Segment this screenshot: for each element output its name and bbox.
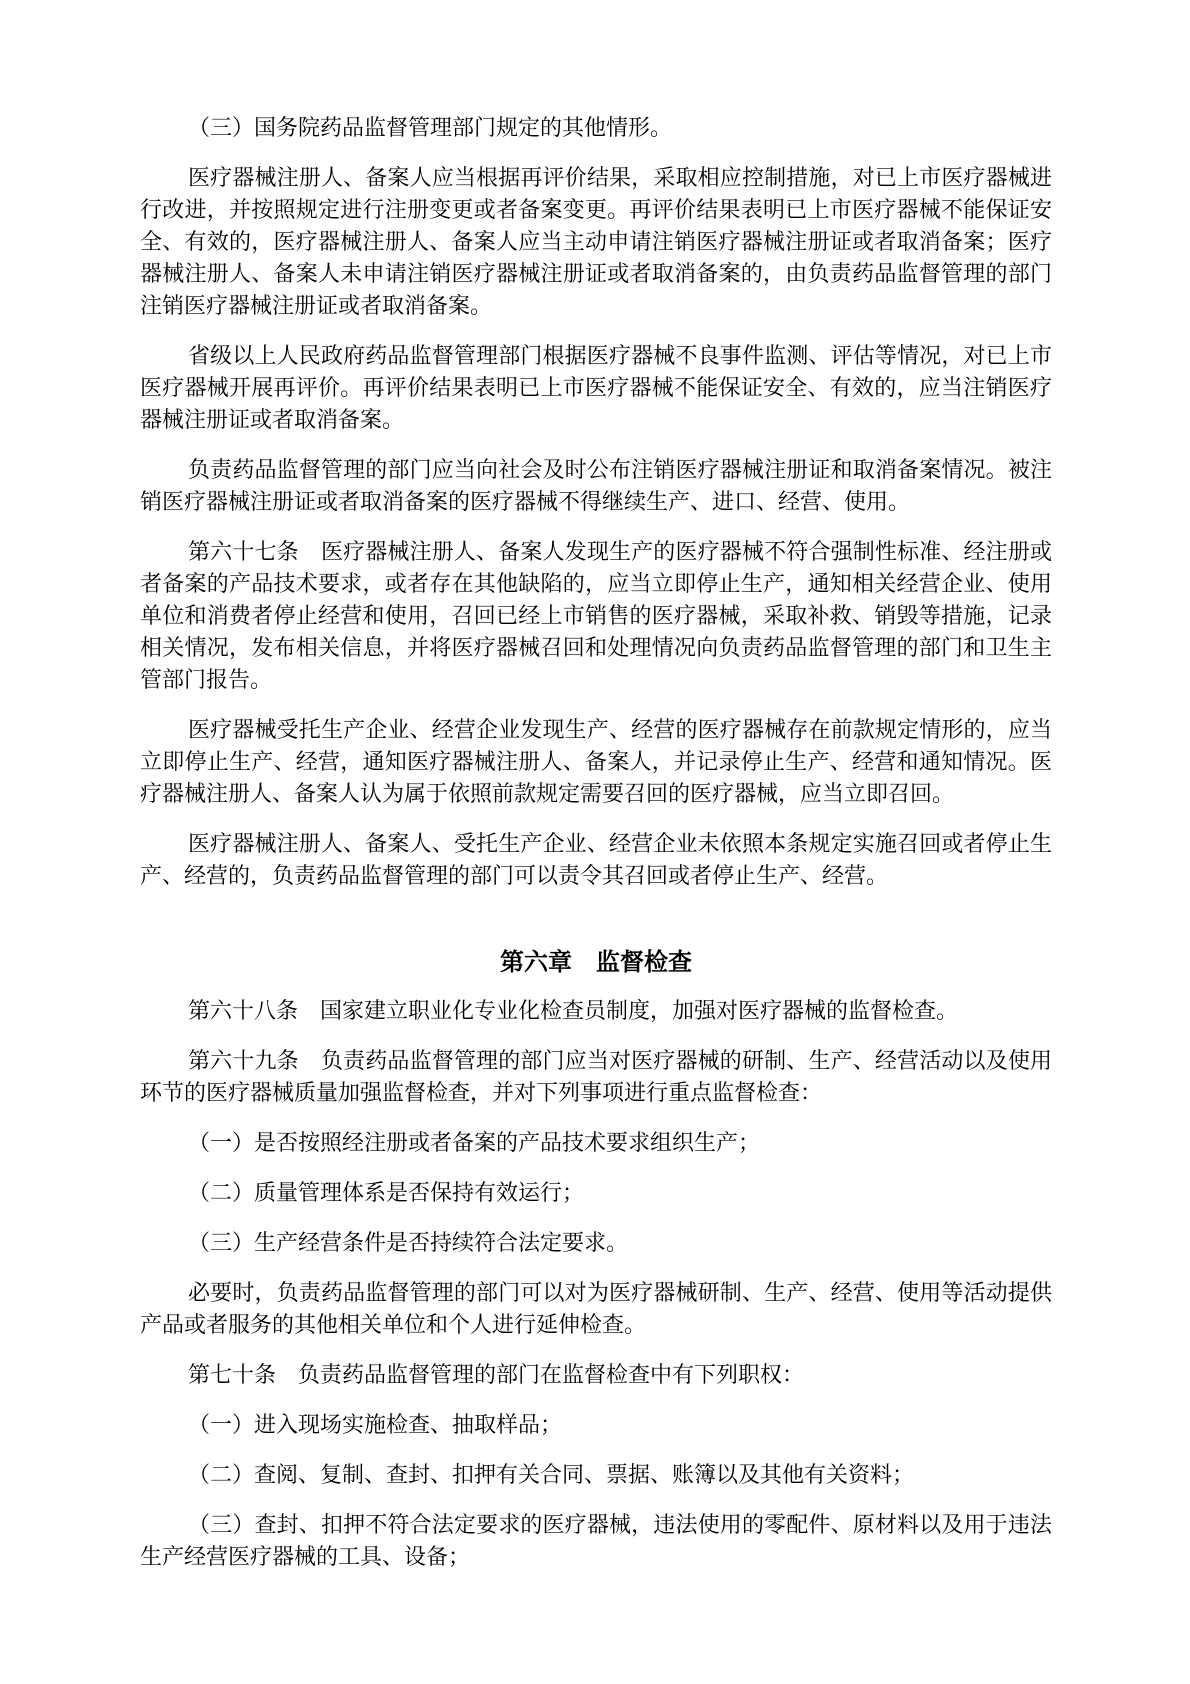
article-paragraph: 第六十八条 国家建立职业化专业化检查员制度，加强对医疗器械的监督检查。 xyxy=(188,998,959,1023)
list-item: （三）生产经营条件是否持续符合法定要求。 xyxy=(188,1230,629,1255)
paragraph: 医疗器械注册人、备案人应当根据再评价结果，采取相应控制措施，对已上市医疗器械进行改进，并按照规定进行注册变更或者备案变更。再评价结果表明已上市医疗器械不能保证安全、有效的，医疗器械注册人、备案人应当主动申请注销医疗器械注册证或者取消备案；医疗器械注册人、备案人未申请注销医疗器械注册证或者取消备案的，由负责药品监督管理的部门注销医疗器械注册证或者取消备案。 xyxy=(140,165,1052,318)
list-item: （三）查封、扣押不符合法定要求的医疗器械，违法使用的零配件、原材料以及用于违法生产经营医疗器械的工具、设备； xyxy=(140,1512,1052,1569)
article-paragraph: 第六十七条 医疗器械注册人、备案人发现生产的医疗器械不符合强制性标准、经注册或者备案的产品技术要求，或者存在其他缺陷的，应当立即停止生产，通知相关经营企业、使用单位和消费者停止经营和使用，召回已经上市销售的医疗器械，采取补救、销毁等措施，记录相关情况，发布相关信息，并将医疗器械召回和处理情况向负责药品监督管理的部门和卫生主管部门报告。 xyxy=(140,539,1052,692)
paragraph: 医疗器械受托生产企业、经营企业发现生产、经营的医疗器械存在前款规定情形的，应当立即停止生产、经营，通知医疗器械注册人、备案人，并记录停止生产、经营和通知情况。医疗器械注册人、备案人认为属于依照前款规定需要召回的医疗器械，应当立即召回。 xyxy=(140,717,1052,806)
chapter-heading: 第六章 监督检查 xyxy=(500,949,692,976)
list-item: （一）是否按照经注册或者备案的产品技术要求组织生产； xyxy=(188,1130,761,1155)
paragraph: 省级以上人民政府药品监督管理部门根据医疗器械不良事件监测、评估等情况，对已上市医疗器械开展再评价。再评价结果表明已上市医疗器械不能保证安全、有效的，应当注销医疗器械注册证或者取消备案。 xyxy=(140,343,1052,432)
list-item: （二）质量管理体系是否保持有效运行； xyxy=(188,1180,585,1205)
document-page xyxy=(140,112,1052,1591)
list-item: （一）进入现场实施检查、抽取样品； xyxy=(188,1412,563,1437)
list-item: （三）国务院药品监督管理部门规定的其他情形。 xyxy=(188,115,673,140)
article-paragraph: 第七十条 负责药品监督管理的部门在监督检查中有下列职权： xyxy=(188,1362,805,1387)
paragraph: 负责药品监督管理的部门应当向社会及时公布注销医疗器械注册证和取消备案情况。被注销医疗器械注册证或者取消备案的医疗器械不得继续生产、进口、经营、使用。 xyxy=(140,457,1052,514)
list-item: （二）查阅、复制、查封、扣押有关合同、票据、账簿以及其他有关资料； xyxy=(188,1462,915,1487)
paragraph: 必要时，负责药品监督管理的部门可以对为医疗器械研制、生产、经营、使用等活动提供产品或者服务的其他相关单位和个人进行延伸检查。 xyxy=(140,1280,1052,1337)
article-paragraph: 第六十九条 负责药品监督管理的部门应当对医疗器械的研制、生产、经营活动以及使用环节的医疗器械质量加强监督检查，并对下列事项进行重点监督检查： xyxy=(140,1048,1052,1105)
paragraph: 医疗器械注册人、备案人、受托生产企业、经营企业未依照本条规定实施召回或者停止生产、经营的，负责药品监督管理的部门可以责令其召回或者停止生产、经营。 xyxy=(140,831,1052,888)
